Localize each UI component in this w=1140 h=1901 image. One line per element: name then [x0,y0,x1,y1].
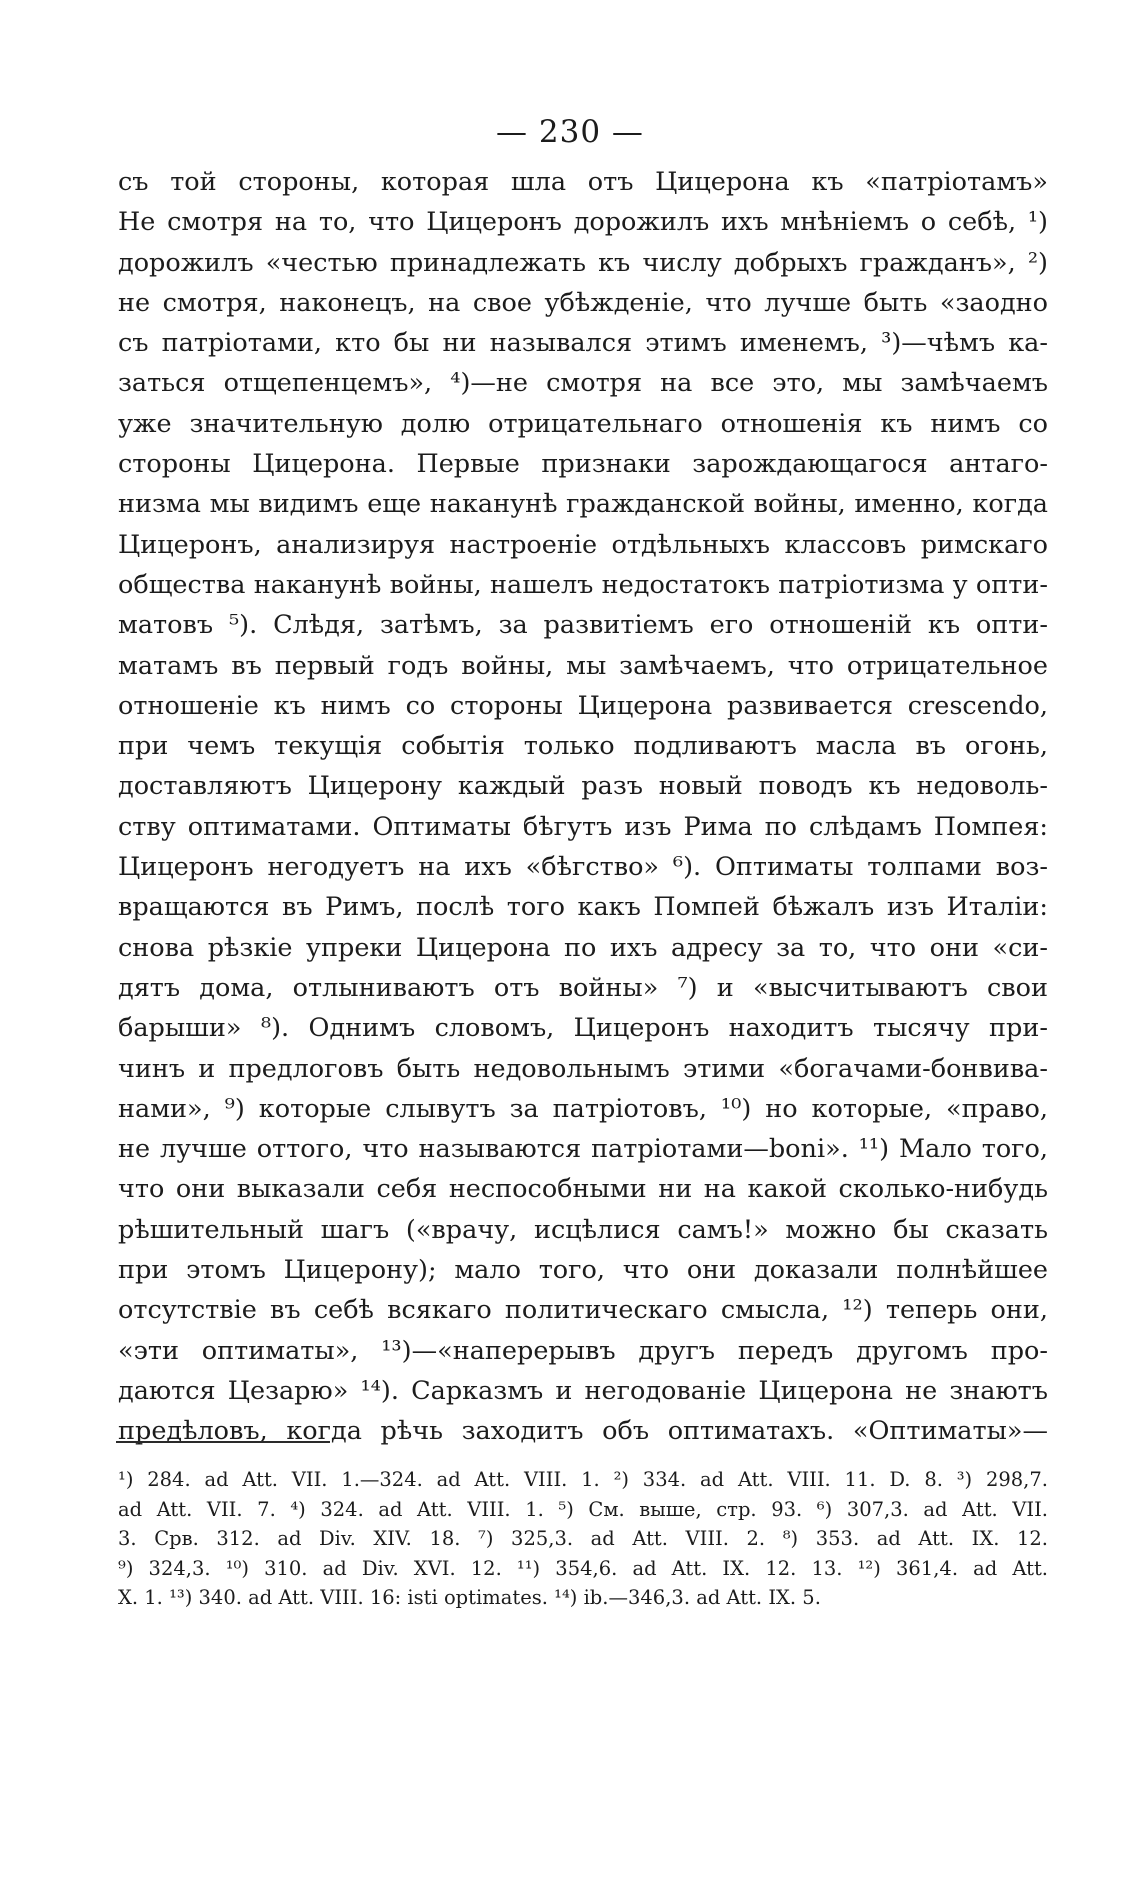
text-line: даются Цезарю» ¹⁴). Сарказмъ и негодованіе Цицерона не знаютъ [118,1375,1048,1406]
text-line: чинъ и предлоговъ быть недовольнымъ этими «богачами-бонвива- [118,1053,1048,1084]
footnote-line: 3. Срв. 312. ad Div. XIV. 18. ⁷) 325,3. ad Att. VIII. 2. ⁸) 353. ad Att. IX. 12. [118,1527,1048,1551]
text-line: при чемъ текущія событія только подливаютъ масла въ огонь, [118,731,1048,762]
text-line: не смотря, наконецъ, на свое убѣжденіе, что лучше быть «заодно [118,287,1048,318]
text-line: заться отщепенцемъ», ⁴)—не смотря на все это, мы замѣчаемъ [118,368,1048,399]
text-line: съ той стороны, которая шла отъ Цицерона къ «патріотамъ» [118,167,1048,197]
text-line: Цицеронъ, анализируя настроеніе отдѣльныхъ классовъ римскаго [118,529,1048,560]
text-line: уже значительную долю отрицательнаго отношенія къ нимъ со [118,408,1048,439]
text-line: вращаются въ Римъ, послѣ того какъ Помпей бѣжалъ изъ Италіи: [118,892,1048,923]
text-line: «эти оптиматы», ¹³)—«наперерывъ другъ передъ другомъ про- [118,1335,1048,1366]
footnote-divider [116,1441,330,1443]
text-line: доставляютъ Цицерону каждый разъ новый поводъ къ недоволь- [118,771,1048,802]
text-line: общества наканунѣ войны, нашелъ недостатокъ патріотизма у опти- [118,569,1048,600]
text-line: не лучше оттого, что называются патріотами—boni». ¹¹) Мало того, [118,1134,1048,1165]
footnote-line: ⁹) 324,3. ¹⁰) 310. ad Div. XVI. 12. ¹¹) 354,6. ad Att. IX. 12. 13. ¹²) 361,4. ad Att. [118,1556,1048,1580]
text-line: предѣловъ, когда рѣчь заходитъ объ оптиматахъ. «Оптиматы»— [118,1416,1048,1447]
footnote-line: ¹) 284. ad Att. VII. 1.—324. ad Att. VIII. 1. ²) 334. ad Att. VIII. 11. D. 8. ³) 298,7. [118,1468,1048,1491]
text-line: съ патріотами, кто бы ни назывался этимъ именемъ, ³)—чѣмъ ка- [118,328,1048,359]
text-line: Цицеронъ негодуетъ на ихъ «бѣгство» ⁶). Оптиматы толпами воз- [118,852,1048,883]
text-line: стороны Цицерона. Первые признаки зарождающагося антаго- [118,449,1048,480]
text-line: ству оптиматами. Оптиматы бѣгутъ изъ Рима по слѣдамъ Помпея: [118,811,1048,842]
text-line: рѣшительный шагъ («врачу, исцѣлися самъ!» можно бы сказать [118,1214,1048,1245]
footnote-line: ad Att. VII. 7. ⁴) 324. ad Att. VIII. 1. ⁵) См. выше, стр. 93. ⁶) 307,3. ad Att. VII. [118,1497,1048,1521]
text-line: отсутствіе въ себѣ всякаго политическаго смысла, ¹²) теперь они, [118,1295,1048,1326]
text-line: низма мы видимъ еще наканунѣ гражданской войны, именно, когда [118,489,1048,520]
text-line: матамъ въ первый годъ войны, мы замѣчаемъ, что отрицательное [118,650,1048,681]
text-line: при этомъ Цицерону); мало того, что они доказали полнѣйшее [118,1255,1048,1286]
text-line: барыши» ⁸). Однимъ словомъ, Цицеронъ находитъ тысячу при- [118,1013,1048,1044]
text-line: что они выказали себя неспособными ни на какой сколько-нибудь [118,1174,1048,1205]
main-text [118,162,1048,1452]
text-line: отношеніе къ нимъ со стороны Цицерона развивается crescendo, [118,690,1048,721]
page-number: — 230 — [496,114,644,150]
footnotes [118,1465,1048,1613]
text-line: снова рѣзкіе упреки Цицерона по ихъ адресу за то, что они «си- [118,932,1048,963]
text-line: дорожилъ «честью принадлежать къ числу добрыхъ гражданъ», ²) [118,247,1048,278]
text-line: Не смотря на то, что Цицеронъ дорожилъ ихъ мнѣніемъ о себѣ, ¹) [118,207,1048,238]
text-line: нами», ⁹) которые слывутъ за патріотовъ, ¹⁰) но которые, «право, [118,1093,1048,1124]
text-line: матовъ ⁵). Слѣдя, затѣмъ, за развитіемъ его отношеній къ опти- [118,610,1048,641]
footnote-line: X. 1. ¹³) 340. ad Att. VIII. 16: isti optimates. ¹⁴) ib.—346,3. ad Att. IX. 5. [118,1586,821,1610]
text-line: дятъ дома, отлыниваютъ отъ войны» ⁷) и «высчитываютъ свои [118,972,1048,1003]
